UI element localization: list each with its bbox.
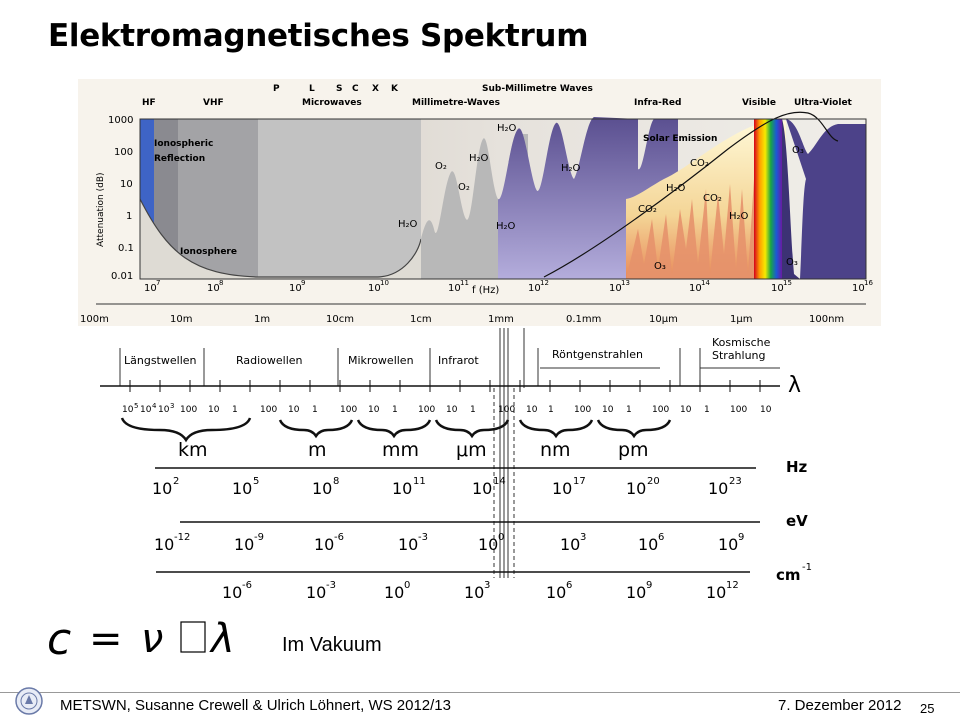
hz-exp-0: 2	[173, 476, 180, 487]
band-radiowellen: Radiowellen	[236, 354, 303, 367]
molecule-co2-2: CO₂	[638, 204, 657, 215]
region-reflection: Reflection	[154, 154, 206, 164]
cm-exp-0: -6	[242, 580, 252, 591]
region-solar-emission: Solar Emission	[643, 134, 718, 144]
y-tick-0.01: 0.01	[111, 271, 134, 282]
lambda-num-15: 100	[418, 405, 436, 415]
ev-base-2: 10	[314, 535, 335, 554]
molecule-o3-3: O₃	[786, 257, 798, 268]
freq-exp-12: 12	[540, 279, 549, 287]
cm-base-2: 10	[384, 583, 405, 602]
freq-exp-16: 16	[864, 279, 873, 287]
wl-tick-1um: 1μm	[730, 314, 753, 325]
unit-mm: mm	[382, 439, 420, 461]
molecule-co2-3: CO₂	[703, 193, 722, 204]
lambda-num-28: 10	[760, 405, 772, 415]
hz-base-0: 10	[152, 479, 173, 498]
freq-exp-8: 8	[219, 279, 224, 287]
ev-base-7: 10	[718, 535, 739, 554]
footer-date: 7. Dezember 2012	[778, 697, 902, 714]
formula-lambda: λ	[211, 616, 235, 662]
molecule-h2o-3: H₂O	[497, 123, 517, 134]
wl-tick-100m: 100m	[80, 314, 109, 325]
lambda-num-4: 10	[158, 405, 170, 415]
hz-tick-labels	[152, 476, 742, 498]
molecule-co2-1: CO₂	[690, 158, 709, 169]
ev-exp-1: -9	[254, 532, 264, 543]
region-ionospheric: Ionospheric	[154, 139, 214, 149]
lambda-num-6: 100	[180, 405, 198, 415]
page-number: 25	[920, 701, 935, 716]
lambda-num-11: 1	[312, 405, 318, 415]
y-tick-10: 10	[120, 179, 133, 190]
hz-exp-2: 8	[333, 476, 340, 487]
unit-km: km	[178, 439, 208, 461]
y-tick-100: 100	[114, 147, 134, 158]
cm-exp-5: 9	[646, 580, 653, 591]
ev-exp-0: -12	[174, 532, 191, 543]
band-l-label: L	[309, 84, 315, 94]
hz-exp-3: 11	[413, 476, 426, 487]
hz-exp-5: 17	[573, 476, 586, 487]
wl-tick-0.1mm: 0.1mm	[566, 314, 602, 325]
lambda-num-0: 10	[122, 405, 134, 415]
ev-exp-7: 9	[738, 532, 745, 543]
vakuum-caption: Im Vakuum	[282, 634, 382, 656]
y-axis-label: Attenuation (dB)	[96, 172, 106, 247]
lambda-num-16: 10	[446, 405, 458, 415]
hz-base-4: 10	[472, 479, 493, 498]
unit-m: m	[308, 439, 327, 461]
molecule-h2o-2: H₂O	[469, 153, 489, 164]
freq-exp-15: 15	[783, 279, 792, 287]
footer-divider	[0, 692, 960, 693]
band-microwaves-label: Microwaves	[302, 98, 362, 108]
freq-tick-15: 10	[771, 283, 784, 294]
lambda-num-12: 100	[340, 405, 358, 415]
ev-base-0: 10	[154, 535, 175, 554]
ev-base-3: 10	[398, 535, 419, 554]
freq-exp-13: 13	[621, 279, 630, 287]
wl-tick-1cm: 1cm	[410, 314, 432, 325]
hz-exp-1: 5	[253, 476, 260, 487]
band-c-label: C	[352, 84, 359, 94]
region-ionosphere: Ionosphere	[180, 247, 237, 257]
molecule-h2o-1: H₂O	[398, 219, 418, 230]
hz-label: Hz	[786, 458, 808, 476]
ev-exp-4: 0	[498, 532, 505, 543]
y-tick-1: 1	[126, 211, 133, 222]
molecule-h2o-7: H₂O	[496, 221, 516, 232]
freq-axis-label: f (Hz)	[472, 285, 500, 296]
lambda-num-1: 5	[134, 402, 139, 410]
band-s-label: S	[336, 84, 343, 94]
y-tick-0.1: 0.1	[118, 243, 134, 254]
freq-exp-11: 11	[460, 279, 469, 287]
lambda-num-20: 1	[548, 405, 554, 415]
cm-base-0: 10	[222, 583, 243, 602]
hz-base-3: 10	[392, 479, 413, 498]
ev-label: eV	[786, 512, 808, 530]
freq-tick-8: 10	[207, 283, 220, 294]
lambda-num-23: 1	[626, 405, 632, 415]
cm-base-1: 10	[306, 583, 327, 602]
lambda-num-3: 4	[152, 402, 157, 410]
lambda-num-9: 100	[260, 405, 278, 415]
cm-label: cm	[776, 566, 801, 584]
formula-c: c	[47, 614, 72, 665]
attenuation-spectrum-figure	[78, 79, 881, 326]
ev-base-6: 10	[638, 535, 659, 554]
band-roentgen: Röntgenstrahlen	[552, 348, 643, 361]
hz-base-7: 10	[708, 479, 729, 498]
lambda-num-8: 1	[232, 405, 238, 415]
hz-base-6: 10	[626, 479, 647, 498]
visible-rainbow	[754, 119, 782, 279]
cm-base-6: 10	[706, 583, 727, 602]
band-uv-label: Ultra-Violet	[794, 98, 852, 108]
band-strahlung: Strahlung	[712, 349, 766, 362]
submm-label: Sub-Millimetre Waves	[482, 84, 593, 94]
band-p-label: P	[273, 84, 280, 94]
freq-exp-10: 10	[380, 279, 389, 287]
band-mm-waves-label: Millimetre-Waves	[412, 98, 500, 108]
cm-exp-3: 3	[484, 580, 491, 591]
y-tick-1000: 1000	[108, 115, 134, 126]
freq-tick-7: 10	[144, 283, 157, 294]
freq-tick-9: 10	[289, 283, 302, 294]
wl-tick-100nm: 100nm	[809, 314, 845, 325]
molecule-o3-1: O₃	[792, 145, 804, 156]
spectrum-scales-figure	[100, 328, 812, 618]
wl-tick-10m: 10m	[170, 314, 193, 325]
lambda-num-7: 10	[208, 405, 220, 415]
lambda-num-27: 100	[730, 405, 748, 415]
formula-c-nu-lambda	[45, 606, 265, 666]
band-kosmische: Kosmische	[712, 336, 771, 349]
cm-exp-4: 6	[566, 580, 573, 591]
wl-tick-10um: 10μm	[649, 314, 678, 325]
lambda-num-2: 10	[140, 405, 152, 415]
freq-exp-14: 14	[701, 279, 710, 287]
footer-credits: METSWN, Susanne Crewell & Ulrich Löhnert, WS 2012/13	[60, 697, 451, 714]
band-k-label: K	[391, 84, 398, 94]
ev-base-4: 10	[478, 535, 499, 554]
lambda-num-22: 10	[602, 405, 614, 415]
cm-exp-2: 0	[404, 580, 411, 591]
cm-tick-labels	[222, 580, 739, 602]
wl-tick-1m: 1m	[254, 314, 271, 325]
university-seal-icon	[14, 686, 44, 716]
freq-tick-13: 10	[609, 283, 622, 294]
hz-base-5: 10	[552, 479, 573, 498]
band-mikrowellen: Mikrowellen	[348, 354, 414, 367]
band-ir-label: Infra-Red	[634, 98, 682, 108]
lambda-num-26: 1	[704, 405, 710, 415]
lambda-num-17: 1	[470, 405, 476, 415]
molecule-o2-1: O₂	[435, 161, 447, 172]
lambda-num-10: 10	[288, 405, 300, 415]
unit-nm: nm	[540, 439, 571, 461]
cm-exp-6: 12	[726, 580, 739, 591]
hz-base-2: 10	[312, 479, 333, 498]
molecule-h2o-6: H₂O	[729, 211, 749, 222]
molecule-o2-2: O₂	[458, 182, 470, 193]
band-x-label: X	[372, 84, 379, 94]
freq-tick-11: 10	[448, 283, 461, 294]
band-vhf-label: VHF	[203, 98, 224, 108]
lambda-num-18: 100	[498, 405, 516, 415]
hz-exp-7: 23	[729, 476, 742, 487]
cm-base-3: 10	[464, 583, 485, 602]
ionospheric-slab-3	[258, 119, 421, 279]
molecule-h2o-4: H₂O	[561, 163, 581, 174]
wl-tick-10cm: 10cm	[326, 314, 354, 325]
ev-tick-labels	[154, 532, 744, 554]
cm-base-5: 10	[626, 583, 647, 602]
ev-exp-5: 3	[580, 532, 587, 543]
hz-base-1: 10	[232, 479, 253, 498]
lambda-num-5: 3	[170, 402, 175, 410]
formula-placeholder-box	[181, 622, 205, 652]
hz-exp-6: 20	[647, 476, 660, 487]
band-laengstwellen: Längstwellen	[124, 354, 197, 367]
band-hf-label: HF	[142, 98, 156, 108]
lambda-unit-labels	[178, 439, 649, 461]
cm-base-4: 10	[546, 583, 567, 602]
hz-exp-4: 14	[493, 476, 506, 487]
molecule-o3-2: O₃	[654, 261, 666, 272]
slide-title: Elektromagnetisches Spektrum	[48, 18, 589, 54]
ev-exp-2: -6	[334, 532, 344, 543]
freq-tick-12: 10	[528, 283, 541, 294]
freq-exp-9: 9	[301, 279, 306, 287]
band-infrarot: Infrarot	[438, 354, 479, 367]
formula-nu: ν	[141, 616, 164, 662]
lambda-num-14: 1	[392, 405, 398, 415]
freq-exp-7: 7	[156, 279, 161, 287]
band-visible-label: Visible	[742, 98, 776, 108]
cm-label-exp: -1	[802, 562, 812, 573]
molecule-h2o-5: H₂O	[666, 183, 686, 194]
wl-tick-1mm: 1mm	[488, 314, 514, 325]
lambda-num-24: 100	[652, 405, 670, 415]
formula-equals: =	[89, 616, 123, 662]
lambda-num-13: 10	[368, 405, 380, 415]
unit-pm: pm	[618, 439, 649, 461]
unit-um: μm	[456, 439, 487, 461]
freq-tick-14: 10	[689, 283, 702, 294]
lambda-num-25: 10	[680, 405, 692, 415]
ev-exp-3: -3	[418, 532, 428, 543]
ev-base-1: 10	[234, 535, 255, 554]
ev-base-5: 10	[560, 535, 581, 554]
freq-tick-16: 10	[852, 283, 865, 294]
ev-exp-6: 6	[658, 532, 665, 543]
freq-tick-10: 10	[368, 283, 381, 294]
lambda-num-21: 100	[574, 405, 592, 415]
lambda-symbol: λ	[788, 373, 802, 398]
cm-exp-1: -3	[326, 580, 336, 591]
lambda-num-19: 10	[526, 405, 538, 415]
lambda-number-row	[122, 402, 772, 415]
unit-braces	[122, 418, 670, 440]
